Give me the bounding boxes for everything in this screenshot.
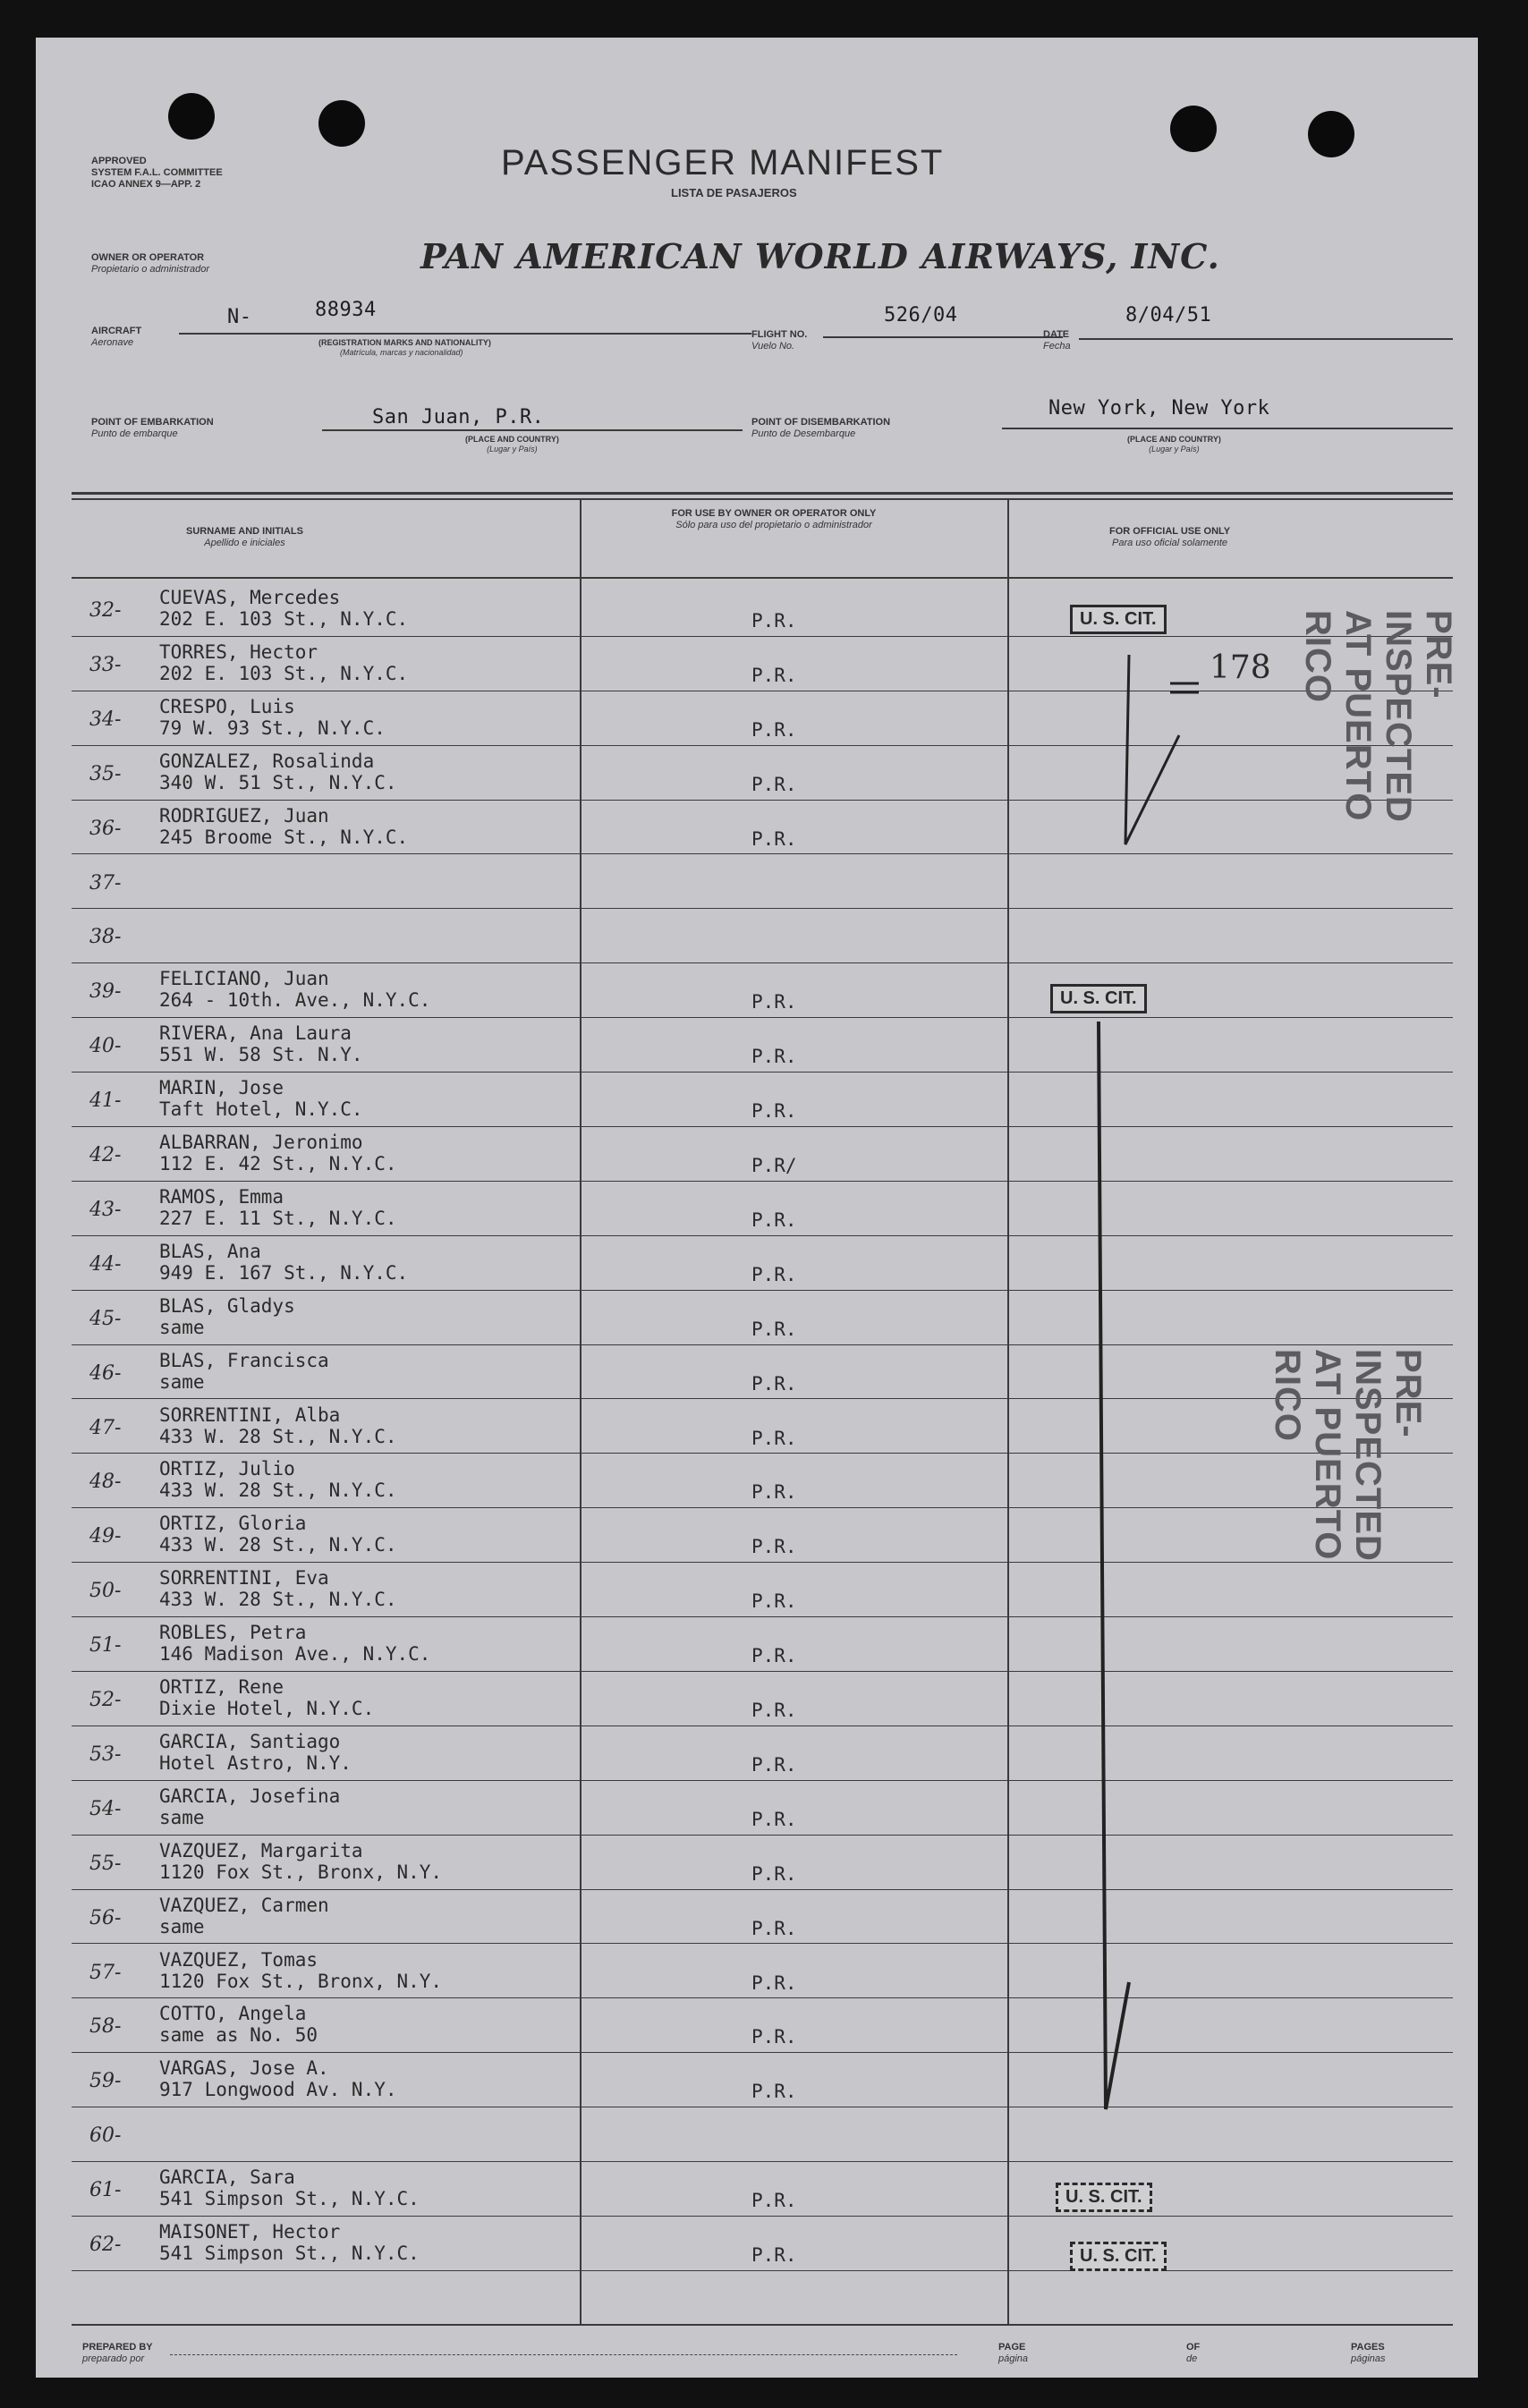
of-label: OF — [1186, 2342, 1201, 2353]
dash-mark — [1170, 683, 1199, 692]
passenger-address: 79 W. 93 St., N.Y.C. — [159, 716, 386, 739]
passenger-name: GARCIA, Sara — [159, 2166, 295, 2189]
passenger-name: RAMOS, Emma — [159, 1185, 284, 1208]
row-number: 41- — [89, 1090, 122, 1113]
us-citizen-stamp: U. S. CIT. — [1050, 984, 1147, 1013]
passenger-address: 1120 Fox St., Bronx, N.Y. — [159, 1861, 443, 1883]
passenger-name: GONZALEZ, Rosalinda — [159, 750, 375, 772]
owner-use-value: P.R. — [751, 1917, 797, 1939]
passenger-address: 1120 Fox St., Bronx, N.Y. — [159, 1970, 443, 1992]
column-header-label-es: Apellido e iniciales — [204, 538, 285, 548]
owner-value: PAN AMERICAN WORLD AIRWAYS, INC. — [420, 236, 1220, 276]
passenger-address: 264 - 10th. Ave., N.Y.C. — [159, 989, 431, 1012]
row-number: 32- — [89, 599, 122, 622]
owner-use-value: P.R. — [751, 1046, 797, 1068]
owner-use-value: P.R. — [751, 1536, 797, 1558]
page-label: PAGE — [998, 2342, 1026, 2353]
owner-use-value: P.R. — [751, 1208, 797, 1231]
passenger-address: 202 E. 103 St., N.Y.C. — [159, 662, 409, 684]
manifest-page — [36, 38, 1478, 2378]
row-number: 51- — [89, 1634, 122, 1658]
owner-use-value: P.R. — [751, 1700, 797, 1721]
pages-label-es: páginas — [1351, 2353, 1386, 2364]
column-header-label-es: Sólo para uso del propietario o administrador — [675, 520, 872, 530]
passenger-name: TORRES, Hector — [159, 640, 318, 663]
passenger-name: VAZQUEZ, Tomas — [159, 1948, 318, 1971]
page-label-block — [998, 2342, 1028, 2365]
embark-label: POINT OF EMBARKATION — [91, 417, 214, 428]
owner-use-value: P.R/ — [751, 1155, 797, 1176]
passenger-address: 433 W. 28 St., N.Y.C. — [159, 1534, 397, 1556]
preinspected-stamp: PRE-INSPECTED AT PUERTO RICO — [1268, 1349, 1428, 1562]
owner-use-value: P.R. — [751, 664, 797, 686]
row-number: 38- — [89, 926, 122, 949]
owner-use-value: P.R. — [751, 773, 797, 795]
date-label-es: Fecha — [1043, 341, 1071, 352]
passenger-address: same — [159, 1370, 205, 1393]
passenger-name: GARCIA, Josefina — [159, 1785, 341, 1807]
row-number: 46- — [89, 1361, 122, 1385]
row-number: 48- — [89, 1471, 122, 1494]
owner-use-value: P.R. — [751, 718, 797, 741]
owner-use-value: P.R. — [751, 2081, 797, 2103]
row-number: 57- — [89, 1961, 122, 1984]
embark-value: San Juan, P.R. — [372, 406, 545, 428]
passenger-address: Taft Hotel, N.Y.C. — [159, 1098, 363, 1121]
owner-use-value: P.R. — [751, 1427, 797, 1449]
row-number: 44- — [89, 1252, 122, 1276]
owner-use-value: P.R. — [751, 1862, 797, 1885]
passenger-address: 433 W. 28 St., N.Y.C. — [159, 1425, 397, 1447]
column-header-label: FOR USE BY OWNER OR OPERATOR ONLY — [671, 508, 877, 519]
row-number: 34- — [89, 708, 122, 731]
passenger-name: ORTIZ, Rene — [159, 1676, 284, 1698]
place-label-es: (Lugar y País) — [487, 445, 538, 454]
passenger-name: CUEVAS, Mercedes — [159, 587, 341, 608]
passenger-name: RODRIGUEZ, Juan — [159, 804, 329, 827]
passenger-name: VARGAS, Jose A. — [159, 2057, 329, 2080]
owner-use-value: P.R. — [751, 1808, 797, 1830]
row-number: 52- — [89, 1689, 122, 1711]
owner-use-value: P.R. — [751, 1753, 797, 1776]
passenger-name: ROBLES, Petra — [159, 1622, 307, 1644]
owner-use-value: P.R. — [751, 2244, 797, 2266]
pages-label-block — [1351, 2342, 1386, 2365]
owner-use-value: P.R. — [751, 1372, 797, 1395]
row-number: 47- — [89, 1416, 122, 1439]
row-number: 50- — [89, 1580, 122, 1603]
passenger-address: 340 W. 51 St., N.Y.C. — [159, 771, 397, 793]
passenger-name: BLAS, Ana — [159, 1240, 261, 1262]
page-label-es: página — [998, 2353, 1029, 2364]
owner-label: OWNER OR OPERATOR — [91, 252, 205, 263]
owner-use-value: P.R. — [751, 610, 797, 632]
passenger-address: same as No. 50 — [159, 2024, 318, 2047]
passenger-address: 112 E. 42 St., N.Y.C. — [159, 1153, 397, 1174]
passenger-address: 541 Simpson St., N.Y.C. — [159, 2188, 420, 2210]
row-number: 35- — [89, 762, 122, 785]
row-number: 60- — [89, 2124, 122, 2148]
owner-use-value: P.R. — [751, 2026, 797, 2048]
passenger-address: same — [159, 1806, 205, 1828]
owner-use-value: P.R. — [751, 991, 797, 1013]
passenger-name: COTTO, Angela — [159, 2003, 307, 2025]
passenger-address: Dixie Hotel, N.Y.C. — [159, 1698, 375, 1719]
passenger-address: 917 Longwood Av. N.Y. — [159, 2079, 397, 2101]
row-number: 56- — [89, 1906, 122, 1929]
handwritten-count: 178 — [1210, 649, 1271, 686]
check-mark — [1099, 1022, 1129, 2109]
passenger-name: BLAS, Gladys — [159, 1294, 295, 1317]
aircraft-label: AIRCRAFT — [91, 326, 142, 336]
row-number: 62- — [89, 2234, 122, 2256]
flight-label-es: Vuelo No. — [751, 341, 795, 352]
passenger-address: same — [159, 1316, 205, 1338]
flight-label: FLIGHT NO. — [751, 329, 808, 340]
passenger-name: SORRENTINI, Alba — [159, 1403, 341, 1426]
preinspected-stamp: PRE-INSPECTED AT PUERTO RICO — [1298, 610, 1458, 823]
passenger-name: ORTIZ, Julio — [159, 1458, 295, 1480]
passenger-name: RIVERA, Ana Laura — [159, 1022, 352, 1045]
owner-use-value: P.R. — [751, 1590, 797, 1613]
us-citizen-stamp: U. S. CIT. — [1070, 2242, 1167, 2271]
owner-use-value: P.R. — [751, 2190, 797, 2212]
approval-line: APPROVED — [91, 156, 147, 166]
passenger-address: Hotel Astro, N.Y. — [159, 1751, 352, 1774]
place-label: (PLACE AND COUNTRY) — [1127, 435, 1221, 444]
passenger-name: MARIN, Jose — [159, 1077, 284, 1099]
passenger-address: 949 E. 167 St., N.Y.C. — [159, 1261, 409, 1284]
owner-use-value: P.R. — [751, 1481, 797, 1504]
flight-value: 526/04 — [884, 304, 958, 326]
date-label: DATE — [1043, 329, 1070, 340]
column-header-label: FOR OFFICIAL USE ONLY — [1109, 526, 1231, 537]
footer-rule — [72, 2324, 1453, 2326]
us-citizen-stamp: U. S. CIT. — [1056, 2183, 1152, 2212]
disembark-label: POINT OF DISEMBARKATION — [751, 417, 891, 428]
passenger-name: VAZQUEZ, Carmen — [159, 1894, 329, 1916]
owner-use-value: P.R. — [751, 827, 797, 850]
row-number: 59- — [89, 2070, 122, 2093]
passenger-address: 433 W. 28 St., N.Y.C. — [159, 1589, 397, 1611]
prepared-label-es: preparado por — [82, 2353, 145, 2364]
row-number: 39- — [89, 980, 122, 1004]
row-number: 43- — [89, 1198, 122, 1221]
registration-label-es: (Matrícula, marcas y nacionalidad) — [340, 348, 463, 357]
passenger-name: BLAS, Francisca — [159, 1349, 329, 1371]
passenger-name: GARCIA, Santiago — [159, 1730, 341, 1752]
row-number: 61- — [89, 2179, 122, 2202]
passenger-address: 146 Madison Ave., N.Y.C. — [159, 1643, 431, 1666]
page-subtitle: LISTA DE PASAJEROS — [671, 186, 797, 199]
column-header-label: SURNAME AND INITIALS — [186, 526, 303, 537]
aircraft-value: 88934 — [315, 299, 377, 321]
row-number: 55- — [89, 1852, 122, 1875]
row-number: 40- — [89, 1035, 122, 1058]
approval-line: ICAO ANNEX 9—APP. 2 — [91, 179, 201, 190]
prepared-by-block — [82, 2342, 153, 2365]
passenger-address: 551 W. 58 St. N.Y. — [159, 1044, 363, 1066]
owner-use-value: P.R. — [751, 1645, 797, 1667]
of-label-es: de — [1186, 2353, 1198, 2364]
prepared-label: PREPARED BY — [82, 2342, 153, 2353]
passenger-address: 433 W. 28 St., N.Y.C. — [159, 1480, 397, 1502]
row-number: 45- — [89, 1307, 122, 1330]
passenger-name: FELICIANO, Juan — [159, 968, 329, 990]
row-number: 54- — [89, 1797, 122, 1820]
passenger-name: ORTIZ, Gloria — [159, 1513, 307, 1535]
row-number: 42- — [89, 1144, 122, 1166]
owner-use-value: P.R. — [751, 1971, 797, 1994]
row-number: 58- — [89, 2015, 122, 2039]
embark-label-es: Punto de embarque — [91, 428, 178, 439]
prepared-by-line — [170, 2354, 957, 2355]
disembark-label-es: Punto de Desembarque — [751, 428, 856, 439]
us-citizen-stamp: U. S. CIT. — [1070, 605, 1167, 634]
passenger-address: 202 E. 103 St., N.Y.C. — [159, 608, 409, 630]
passenger-name: CRESPO, Luis — [159, 695, 295, 717]
passenger-name: MAISONET, Hector — [159, 2221, 341, 2243]
passenger-address: 541 Simpson St., N.Y.C. — [159, 2243, 420, 2264]
owner-label-es: Propietario o administrador — [91, 264, 210, 275]
owner-use-value: P.R. — [751, 1263, 797, 1285]
place-label: (PLACE AND COUNTRY) — [465, 435, 559, 444]
pages-label: PAGES — [1351, 2342, 1385, 2353]
row-number: 36- — [89, 817, 122, 840]
row-number: 53- — [89, 1742, 122, 1766]
passenger-address: 245 Broome St., N.Y.C. — [159, 826, 409, 848]
date-value: 8/04/51 — [1125, 304, 1212, 326]
row-number: 33- — [89, 653, 122, 676]
disembark-value: New York, New York — [1048, 397, 1270, 420]
aircraft-prefix: N- — [227, 306, 252, 328]
check-marks — [36, 38, 1478, 2378]
owner-use-value: P.R. — [751, 1318, 797, 1340]
row-number: 37- — [89, 871, 122, 895]
of-label-block — [1186, 2342, 1200, 2365]
passenger-name: ALBARRAN, Jeronimo — [159, 1132, 363, 1153]
column-header-label-es: Para uso oficial solamente — [1112, 538, 1228, 548]
row-number: 49- — [89, 1525, 122, 1548]
place-label-es: (Lugar y País) — [1149, 445, 1200, 454]
aircraft-label-es: Aeronave — [91, 337, 134, 348]
passenger-address: 227 E. 11 St., N.Y.C. — [159, 1207, 397, 1229]
page-title: PASSENGER MANIFEST — [501, 143, 945, 182]
registration-label: (REGISTRATION MARKS AND NATIONALITY) — [318, 338, 491, 347]
owner-use-value: P.R. — [751, 1100, 797, 1123]
approval-line: SYSTEM F.A.L. COMMITTEE — [91, 167, 223, 178]
passenger-name: VAZQUEZ, Margarita — [159, 1839, 363, 1861]
passenger-name: SORRENTINI, Eva — [159, 1567, 329, 1590]
passenger-address: same — [159, 1915, 205, 1937]
